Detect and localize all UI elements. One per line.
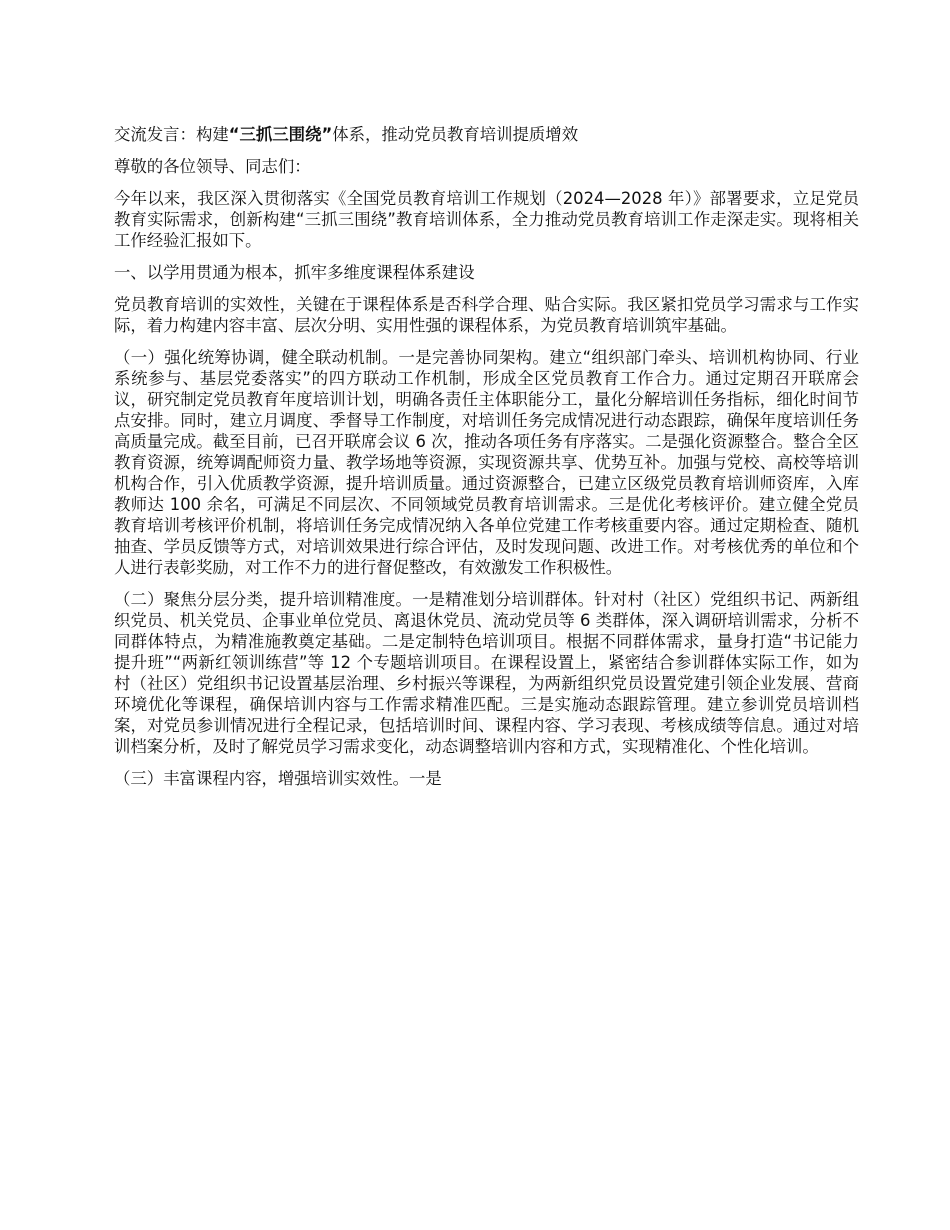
title-prefix: 交流发言：构建	[114, 125, 229, 144]
subsection-3-paragraph: （三）丰富课程内容，增强培训实效性。一是	[114, 769, 442, 788]
document-body	[114, 124, 859, 800]
intro-paragraph: 今年以来，我区深入贯彻落实《全国党员教育培训工作规划（2024—2028 年）》部署要求，立足党员教育实际需求，创新构建“三抓三围绕”教育培训体系，全力推动党员教育培训工作走深走实。现将相关工作经验汇报如下。	[114, 189, 859, 250]
document-title	[114, 124, 859, 145]
subsection-2-paragraph: （二）聚焦分层分类，提升培训精准度。一是精准划分培训群体。针对村（社区）党组织书记、两新组织党员、机关党员、企事业单位党员、离退休党员、流动党员等 6 类群体，深入调研培训需求，分析不同群体特点，为精准施教奠定基础。二是定制特色培训项目。根据不同群体需求，量身打造“书记能力提升班”“两新红领训练营”等 12 个专题培训项目。在课程设置上，紧密结合参训群体实际工作，如为村（社区）党组织书记设置基层治理、乡村振兴等课程，为两新组织党员设置党建引领企业发展、营商环境优化等课程，确保培训内容与工作需求精准匹配。三是实施动态跟踪管理。建立参训党员培训档案，对党员参训情况进行全程记录，包括培训时间、课程内容、学习表现、考核成绩等信息。通过对培训档案分析，及时了解党员学习需求变化，动态调整培训内容和方式，实现精准化、个性化培训。	[114, 590, 859, 756]
section-intro-paragraph: 党员教育培训的实效性，关键在于课程体系是否科学合理、贴合实际。我区紧扣党员学习需求与工作实际，着力构建内容丰富、层次分明、实用性强的课程体系，为党员教育培训筑牢基础。	[114, 295, 859, 335]
salutation: 尊敬的各位领导、同志们：	[114, 157, 311, 176]
title-suffix: 体系，推动党员教育培训提质增效	[332, 125, 579, 144]
subsection-1-paragraph: （一）强化统筹协调，健全联动机制。一是完善协同架构。建立“组织部门牵头、培训机构协同、行业系统参与、基层党委落实”的四方联动工作机制，形成全区党员教育工作合力。通过定期召开联席会议，研究制定党员教育年度培训计划，明确各责任主体职能分工，量化分解培训任务指标，细化时间节点安排。同时，建立月调度、季督导工作制度，对培训任务完成情况进行动态跟踪，确保年度培训任务高质量完成。截至目前，已召开联席会议 6 次，推动各项任务有序落实。二是强化资源整合。整合全区教育资源，统筹调配师资力量、教学场地等资源，实现资源共享、优势互补。加强与党校、高校等培训机构合作，引入优质教学资源，提升培训质量。通过资源整合，已建立区级党员教育培训师资库，入库教师达 100 余名，可满足不同层次、不同领域党员教育培训需求。三是优化考核评价。建立健全党员教育培训考核评价机制，将培训任务完成情况纳入各单位党建工作考核重要内容。通过定期检查、随机抽查、学员反馈等方式，对培训效果进行综合评估，及时发现问题、改进工作。对考核优秀的单位和个人进行表彰奖励，对工作不力的进行督促整改，有效激发工作积极性。	[114, 348, 859, 577]
title-quoted-term: “三抓三围绕”	[228, 125, 333, 144]
section-heading: 一、以学用贯通为根本，抓牢多维度课程体系建设	[114, 263, 475, 282]
